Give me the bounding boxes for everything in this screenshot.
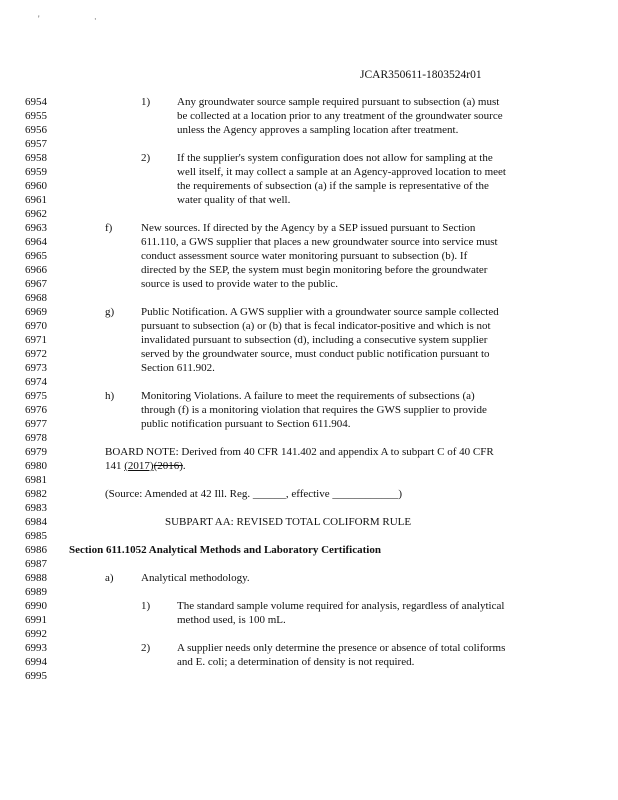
- item-text: unless the Agency approves a sampling location after treatment.: [177, 124, 459, 136]
- line-6978: [25, 432, 585, 445]
- line-number: 6977: [25, 418, 47, 430]
- line-6957: [25, 138, 585, 151]
- line-6991: [25, 614, 585, 627]
- line-6972: [25, 348, 585, 361]
- period: .: [182, 460, 186, 472]
- line-number: 6961: [25, 194, 47, 206]
- line-6964: [25, 236, 585, 249]
- line-number: 6975: [25, 390, 47, 402]
- item-text: directed by the SEP, the system must begin monitoring before the groundwater: [141, 264, 488, 276]
- subpart-title: SUBPART AA: REVISED TOTAL COLIFORM RULE: [165, 516, 412, 528]
- line-number: 6967: [25, 278, 47, 290]
- line-6979: [25, 446, 585, 459]
- line-6983: [25, 502, 585, 515]
- line-number: 6962: [25, 208, 47, 220]
- line-number: 6984: [25, 516, 47, 528]
- line-number: 6970: [25, 320, 47, 332]
- line-6969: [25, 306, 585, 319]
- line-6976: [25, 404, 585, 417]
- line-number: 6990: [25, 600, 47, 612]
- line-6971: [25, 334, 585, 347]
- item-text: be collected at a location prior to any treatment of the groundwater source: [177, 110, 503, 122]
- line-6981: [25, 474, 585, 487]
- line-number: 6987: [25, 558, 47, 570]
- line-6994: [25, 656, 585, 669]
- line-6970: [25, 320, 585, 333]
- item-text: conduct assessment source water monitoring pursuant to subsection (b). If: [141, 250, 468, 262]
- item-text: well itself, it may collect a sample at an Agency-approved location to meet: [177, 166, 506, 178]
- line-number: 6971: [25, 334, 47, 346]
- item-label: 1): [141, 600, 151, 612]
- line-6990: [25, 600, 585, 613]
- item-label: h): [105, 390, 115, 402]
- line-6959: [25, 166, 585, 179]
- line-number: 6991: [25, 614, 47, 626]
- line-6960: [25, 180, 585, 193]
- line-6955: [25, 110, 585, 123]
- line-6977: [25, 418, 585, 431]
- item-text: Any groundwater source sample required pursuant to subsection (a) must: [177, 96, 500, 108]
- item-text: If the supplier's system configuration does not allow for sampling at the: [177, 152, 493, 164]
- line-number: 6995: [25, 670, 47, 682]
- line-number: 6955: [25, 110, 47, 122]
- item-text: invalidated pursuant to subsection (d), including a consecutive system supplier: [141, 334, 488, 346]
- line-number: 6993: [25, 642, 47, 654]
- item-label: 2): [141, 642, 151, 654]
- line-number: 6974: [25, 376, 47, 388]
- item-text: New sources. If directed by the Agency by a SEP issued pursuant to Section: [141, 222, 476, 234]
- line-number: 6956: [25, 124, 47, 136]
- item-label: 1): [141, 96, 151, 108]
- line-6967: [25, 278, 585, 291]
- line-6968: [25, 292, 585, 305]
- line-number: 6964: [25, 236, 47, 248]
- line-6965: [25, 250, 585, 263]
- line-6992: [25, 628, 585, 641]
- line-6995: [25, 670, 585, 683]
- item-text: pursuant to subsection (a) or (b) that is fecal indicator-positive and which is not: [141, 320, 491, 332]
- line-6956: [25, 124, 585, 137]
- line-6954: [25, 96, 585, 109]
- line-number: 6988: [25, 572, 47, 584]
- item-text: public notification pursuant to Section 611.904.: [141, 418, 351, 430]
- board-note-cfr: 141: [105, 460, 125, 472]
- line-number: 6954: [25, 96, 47, 108]
- line-number: 6963: [25, 222, 47, 234]
- line-number: 6960: [25, 180, 47, 192]
- line-6989: [25, 586, 585, 599]
- item-text: water quality of that well.: [177, 194, 291, 206]
- line-number: 6989: [25, 586, 47, 598]
- line-6986: [25, 544, 585, 557]
- line-number: 6966: [25, 264, 47, 276]
- line-number: 6976: [25, 404, 47, 416]
- line-number: 6957: [25, 138, 47, 150]
- line-number: 6968: [25, 292, 47, 304]
- item-text: method used, is 100 mL.: [177, 614, 286, 626]
- inserted-year: (2017): [124, 460, 154, 472]
- line-6987: [25, 558, 585, 571]
- item-text: through (f) is a monitoring violation that requires the GWS supplier to provide: [141, 404, 487, 416]
- line-number: 6958: [25, 152, 47, 164]
- document-id: JCAR350611-1803524r01: [360, 69, 482, 81]
- line-number: 6959: [25, 166, 47, 178]
- line-6982: [25, 488, 585, 501]
- line-6980: [25, 460, 585, 473]
- item-label: g): [105, 306, 115, 318]
- line-6961: [25, 194, 585, 207]
- item-text: the requirements of subsection (a) if the sample is representative of the: [177, 180, 489, 192]
- line-number: 6969: [25, 306, 47, 318]
- line-number: 6979: [25, 446, 47, 458]
- line-number: 6980: [25, 460, 47, 472]
- item-label: f): [105, 222, 113, 234]
- line-6973: [25, 362, 585, 375]
- line-6984: [25, 516, 585, 529]
- line-6993: [25, 642, 585, 655]
- line-6988: [25, 572, 585, 585]
- item-text: Analytical methodology.: [141, 572, 250, 584]
- line-number: 6973: [25, 362, 47, 374]
- item-text: source is used to provide water to the public.: [141, 278, 339, 290]
- line-number: 6994: [25, 656, 47, 668]
- line-number: 6985: [25, 530, 47, 542]
- scan-marks: ' ·: [38, 14, 123, 24]
- line-6985: [25, 530, 585, 543]
- line-6958: [25, 152, 585, 165]
- board-note-text: BOARD NOTE: Derived from 40 CFR 141.402 and appendix A to subpart C of 40 CFR: [105, 446, 494, 458]
- line-6963: [25, 222, 585, 235]
- line-6974: [25, 376, 585, 389]
- deleted-year: (2016): [153, 460, 183, 472]
- item-text: A supplier needs only determine the presence or absence of total coliforms: [177, 642, 506, 654]
- board-note-text: [105, 460, 186, 473]
- item-label: 2): [141, 152, 151, 164]
- item-label: a): [105, 572, 114, 584]
- item-text: Monitoring Violations. A failure to meet the requirements of subsections (a): [141, 390, 475, 402]
- line-6966: [25, 264, 585, 277]
- line-number: 6992: [25, 628, 47, 640]
- line-6975: [25, 390, 585, 403]
- line-number: 6982: [25, 488, 47, 500]
- item-text: Section 611.902.: [141, 362, 215, 374]
- item-text: 611.110, a GWS supplier that places a new groundwater source into service must: [141, 236, 498, 248]
- source-note: (Source: Amended at 42 Ill. Reg. ______, effective ____________): [105, 488, 403, 500]
- line-number: 6965: [25, 250, 47, 262]
- line-6962: [25, 208, 585, 221]
- line-number: 6983: [25, 502, 47, 514]
- line-number: 6972: [25, 348, 47, 360]
- line-number: 6981: [25, 474, 47, 486]
- item-text: The standard sample volume required for analysis, regardless of analytical: [177, 600, 505, 612]
- section-heading: Section 611.1052 Analytical Methods and Laboratory Certification: [69, 544, 381, 556]
- item-text: served by the groundwater source, must conduct public notification pursuant to: [141, 348, 490, 360]
- item-text: Public Notification. A GWS supplier with a groundwater source sample collected: [141, 306, 499, 318]
- line-number: 6986: [25, 544, 47, 556]
- item-text: and E. coli; a determination of density is not required.: [177, 656, 415, 668]
- line-number: 6978: [25, 432, 47, 444]
